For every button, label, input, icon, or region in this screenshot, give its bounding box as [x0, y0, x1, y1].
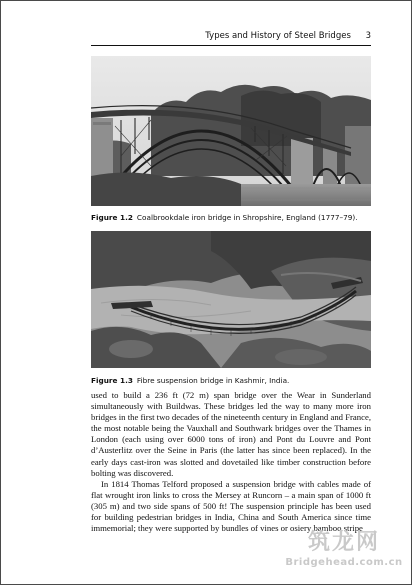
header-rule — [91, 45, 371, 46]
figure-1-2-label: Figure 1.2 — [91, 213, 133, 222]
watermark-chinese-text: 筑龙网 — [307, 530, 380, 555]
body-text — [91, 390, 371, 534]
figure-1-2-photo — [91, 56, 371, 206]
running-head-title: Types and History of Steel Bridges — [205, 31, 351, 41]
paragraph: used to build a 236 ft (72 m) span bridge over the Wear in Sunderland simultaneously with Buildwas. These bridges led the way to many more iron bridges in the first two decades of the nineteenth century in England and France, the most notable being the Vauxhall and Southwark bridges over the Thames in London (each using over 6000 tons of iron) and Pont du Louvre and Pont d’Austerlitz over the Seine in Paris (the latter has since been replaced). In the early days cast-iron was slotted and dovetailed like timber construction before bolting was discovered. — [91, 390, 371, 478]
watermark — [285, 529, 403, 579]
suspension-bridge-photo — [91, 231, 371, 368]
iron-bridge-photo — [91, 56, 371, 206]
running-head — [91, 31, 371, 41]
figure-1-3-label: Figure 1.3 — [91, 376, 133, 385]
figure-1-2-caption-text: Coalbrookdale iron bridge in Shropshire, England (1777–79). — [136, 213, 358, 222]
figure-1-3-caption-text: Fibre suspension bridge in Kashmir, India. — [136, 376, 290, 385]
paragraph: In 1814 Thomas Telford proposed a suspension bridge with cables made of flat wrought iron links to cross the Mersey at Runcorn – a main span of 1000 ft (305 m) and two side spans of 500 ft! The suspension principle has been used for building pedestrian bridges in India, China and South America since time immemorial; they were supported by bundles of vines or osiery bamboo stripe — [91, 478, 371, 534]
figure-1-2-caption — [91, 213, 371, 222]
page-number: 3 — [365, 31, 371, 41]
watermark-url: Bridgehead.com.cn — [285, 557, 403, 568]
figure-1-3-caption — [91, 376, 371, 385]
figure-1-3-photo — [91, 231, 371, 368]
